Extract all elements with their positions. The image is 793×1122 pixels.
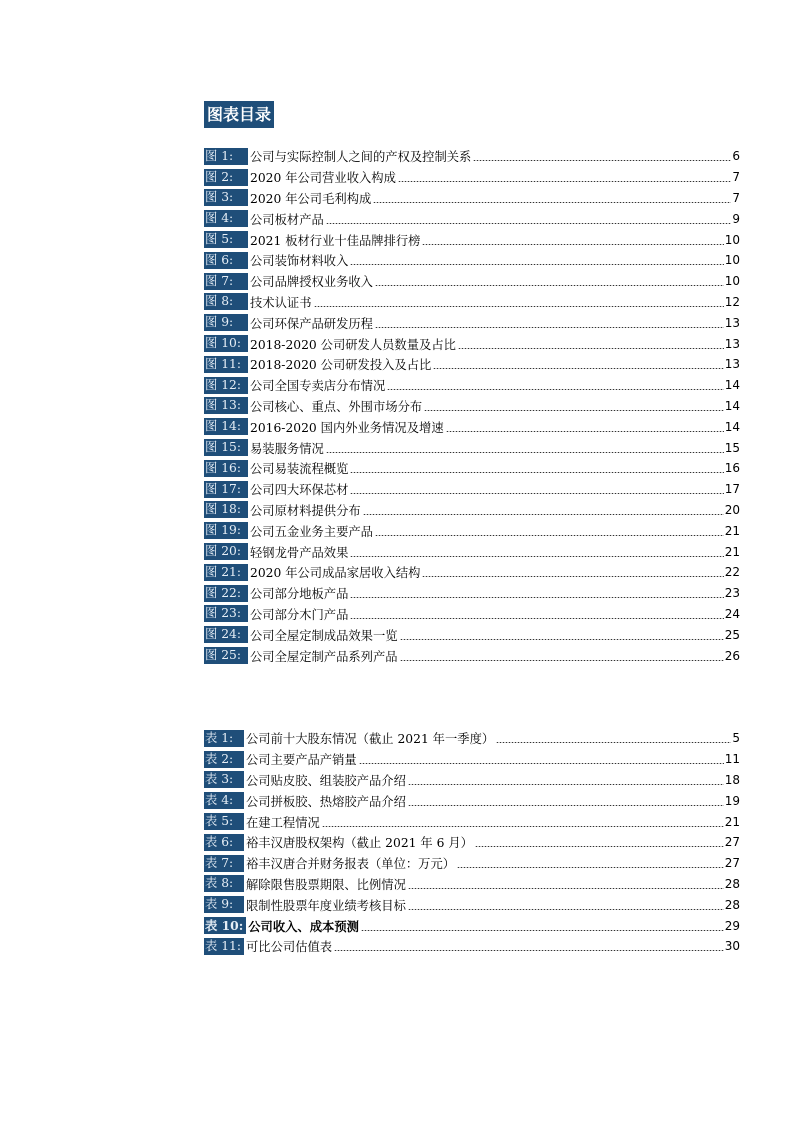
figure-entry-label: 图 25:	[204, 647, 248, 664]
figure-entry-label: 图 19:	[204, 522, 248, 539]
table-entry[interactable]	[204, 853, 740, 874]
table-entry[interactable]	[204, 832, 740, 853]
dot-leader	[496, 742, 731, 743]
table-entry-page: 18	[724, 772, 740, 787]
figure-entry-page: 10	[724, 274, 740, 289]
figure-entry-page: 14	[724, 419, 740, 434]
table-entry[interactable]	[204, 915, 740, 936]
dot-leader	[400, 639, 724, 640]
figure-entry-page: 13	[724, 336, 740, 351]
figure-entry-page: 7	[732, 170, 740, 185]
table-entry-title: 解除限售股票期限、比例情况	[246, 877, 406, 892]
table-entry-title: 公司收入、成本预测	[248, 918, 359, 934]
figure-entry-title: 公司与实际控制人之间的产权及控制关系	[250, 150, 472, 165]
figure-entry-title: 2020 年公司成品家居收入结构	[250, 566, 421, 581]
dot-leader	[433, 368, 723, 369]
table-entry-page: 28	[724, 876, 740, 891]
figure-entry-page: 6	[732, 149, 740, 164]
table-entry-title: 可比公司估值表	[246, 940, 333, 955]
table-entry[interactable]	[204, 936, 740, 957]
table-entry-title: 限制性股票年度业绩考核目标	[246, 898, 406, 913]
dot-leader	[350, 556, 723, 557]
figure-entry-title: 公司五金业务主要产品	[250, 524, 373, 539]
dot-leader	[400, 660, 724, 661]
figure-entry-label: 图 24:	[204, 626, 248, 643]
figure-entry-label: 图 4:	[204, 210, 248, 227]
figure-entry-title: 公司全国专卖店分布情况	[250, 379, 386, 394]
figure-entry-title: 2021 板材行业十佳品牌排行榜	[250, 233, 421, 248]
figure-entry-page: 24	[724, 606, 740, 621]
figure-entry-label: 图 18:	[204, 501, 248, 518]
table-entry[interactable]	[204, 811, 740, 832]
figure-entry-title: 公司装饰材料收入	[250, 254, 349, 269]
dot-leader	[422, 576, 723, 577]
figure-entry-label: 图 8:	[204, 293, 248, 310]
table-entry[interactable]	[204, 790, 740, 811]
dot-leader	[373, 202, 731, 203]
figure-entry-title: 2020 年公司毛利构成	[250, 191, 372, 206]
figure-entry-page: 23	[724, 586, 740, 601]
table-entry-page: 28	[724, 897, 740, 912]
figure-entry[interactable]	[204, 208, 740, 229]
figure-entry[interactable]	[204, 292, 740, 313]
dot-leader	[326, 223, 732, 224]
figure-entry-label: 图 16:	[204, 460, 248, 477]
table-entry-label: 表 5:	[204, 813, 244, 830]
figure-entry[interactable]	[204, 333, 740, 354]
figure-entry-page: 13	[724, 315, 740, 330]
figure-entry-page: 12	[724, 294, 740, 309]
dot-leader	[398, 181, 731, 182]
table-entry-page: 27	[724, 835, 740, 850]
figure-entry-page: 7	[732, 190, 740, 205]
figure-entry[interactable]	[204, 375, 740, 396]
table-entry-title: 裕丰汉唐股权架构（截止 2021 年 6 月）	[246, 836, 473, 851]
dot-leader	[458, 348, 724, 349]
dot-leader	[350, 264, 723, 265]
figure-entry-title: 公司全屋定制产品系列产品	[250, 649, 398, 664]
table-list	[204, 728, 740, 957]
figure-entry-page: 22	[724, 565, 740, 580]
table-entry-page: 27	[724, 856, 740, 871]
figure-entry[interactable]	[204, 458, 740, 479]
figure-entry-label: 图 21:	[204, 564, 248, 581]
dot-leader	[322, 826, 724, 827]
figure-entry[interactable]	[204, 354, 740, 375]
figure-entry[interactable]	[204, 604, 740, 625]
figure-entry-title: 技术认证书	[250, 295, 312, 310]
figure-entry-page: 10	[724, 253, 740, 268]
figure-entry-title: 2016-2020 国内外业务情况及增速	[250, 420, 444, 435]
figure-entry-page: 13	[724, 357, 740, 372]
figure-entry[interactable]	[204, 416, 740, 437]
table-entry-title: 裕丰汉唐合并财务报表（单位：万元）	[246, 857, 456, 872]
dot-leader	[475, 846, 724, 847]
figure-entry-page: 17	[724, 482, 740, 497]
figure-entry-label: 图 7:	[204, 273, 248, 290]
figure-entry[interactable]	[204, 271, 740, 292]
dot-leader	[334, 950, 724, 951]
dot-leader	[350, 618, 723, 619]
figure-entry[interactable]	[204, 188, 740, 209]
figure-entry-page: 21	[724, 523, 740, 538]
figure-entry[interactable]	[204, 167, 740, 188]
dot-leader	[408, 888, 724, 889]
dot-leader	[473, 160, 731, 161]
dot-leader	[350, 493, 723, 494]
figure-entry-label: 图 13:	[204, 397, 248, 414]
table-entry-label: 表 7:	[204, 855, 244, 872]
figure-entry-title: 公司全屋定制成品效果一览	[250, 628, 398, 643]
figure-entry[interactable]	[204, 562, 740, 583]
figure-entry[interactable]	[204, 312, 740, 333]
figure-entry-label: 图 11:	[204, 356, 248, 373]
dot-leader	[422, 244, 723, 245]
dot-leader	[408, 805, 724, 806]
dot-leader	[387, 389, 723, 390]
dot-leader	[408, 909, 724, 910]
figure-entry-title: 轻钢龙骨产品效果	[250, 545, 349, 560]
table-entry-label: 表 3:	[204, 771, 244, 788]
figure-entry-title: 公司部分地板产品	[250, 587, 349, 602]
figure-entry-title: 公司原材料提供分布	[250, 503, 361, 518]
table-entry-page: 29	[724, 918, 740, 933]
table-entry-label: 表 1:	[204, 730, 244, 747]
table-entry[interactable]	[204, 749, 740, 770]
figure-entry-title: 公司部分木门产品	[250, 607, 349, 622]
figure-entry-title: 2020 年公司营业收入构成	[250, 171, 396, 186]
figure-entry[interactable]	[204, 583, 740, 604]
table-entry[interactable]	[204, 874, 740, 895]
figure-entry-label: 图 14:	[204, 418, 248, 435]
table-entry[interactable]	[204, 894, 740, 915]
figure-entry-page: 14	[724, 378, 740, 393]
dot-leader	[457, 867, 724, 868]
figure-entry-label: 图 17:	[204, 481, 248, 498]
figure-entry-label: 图 10:	[204, 335, 248, 352]
figure-entry-label: 图 3:	[204, 189, 248, 206]
table-entry[interactable]	[204, 728, 740, 749]
figure-entry[interactable]	[204, 645, 740, 666]
figure-entry-label: 图 20:	[204, 543, 248, 560]
figure-entry[interactable]	[204, 520, 740, 541]
figure-entry-page: 14	[724, 398, 740, 413]
table-entry-page: 21	[724, 814, 740, 829]
figure-entry-page: 20	[724, 502, 740, 517]
dot-leader	[359, 763, 724, 764]
figure-entry-page: 25	[724, 627, 740, 642]
dot-leader	[350, 597, 723, 598]
figure-entry-label: 图 15:	[204, 439, 248, 456]
table-entry[interactable]	[204, 770, 740, 791]
figure-entry-title: 公司品牌授权业务收入	[250, 275, 373, 290]
dot-leader	[375, 285, 724, 286]
dot-leader	[363, 514, 724, 515]
table-entry-label: 表 11:	[204, 938, 244, 955]
table-entry-label: 表 6:	[204, 834, 244, 851]
dot-leader	[408, 784, 724, 785]
figure-entry-title: 公司易装流程概览	[250, 462, 349, 477]
dot-leader	[375, 327, 724, 328]
table-entry-label: 表 8:	[204, 875, 244, 892]
figure-entry[interactable]	[204, 229, 740, 250]
table-entry-title: 公司主要产品产销量	[246, 753, 357, 768]
figure-entry-label: 图 9:	[204, 314, 248, 331]
dot-leader	[326, 452, 724, 453]
figure-entry-title: 公司四大环保芯材	[250, 483, 349, 498]
table-entry-label: 表 2:	[204, 751, 244, 768]
figure-entry-title: 易装服务情况	[250, 441, 324, 456]
dot-leader	[375, 535, 724, 536]
figure-entry[interactable]	[204, 541, 740, 562]
figure-entry-title: 公司环保产品研发历程	[250, 316, 373, 331]
table-entry-label: 表 9:	[204, 896, 244, 913]
figure-entry-title: 2018-2020 公司研发人员数量及占比	[250, 337, 456, 352]
figure-entry-title: 公司板材产品	[250, 212, 324, 227]
dot-leader	[361, 930, 724, 931]
figure-entry-page: 16	[724, 461, 740, 476]
dot-leader	[446, 431, 724, 432]
dot-leader	[424, 410, 724, 411]
figure-entry-page: 9	[732, 211, 740, 226]
figure-entry-label: 图 23:	[204, 605, 248, 622]
figure-entry[interactable]	[204, 396, 740, 417]
table-entry-title: 公司拼板胶、热熔胶产品介绍	[246, 794, 406, 809]
figure-entry-page: 26	[724, 648, 740, 663]
table-entry-title: 公司贴皮胶、组装胶产品介绍	[246, 773, 406, 788]
figure-entry-page: 21	[724, 544, 740, 559]
figure-entry-title: 公司核心、重点、外围市场分布	[250, 399, 423, 414]
figure-entry[interactable]	[204, 624, 740, 645]
figure-entry[interactable]	[204, 146, 740, 167]
figure-list	[204, 146, 740, 666]
table-entry-title: 在建工程情况	[246, 815, 320, 830]
figure-entry-label: 图 6:	[204, 252, 248, 269]
figure-entry[interactable]	[204, 479, 740, 500]
figure-entry-title: 2018-2020 公司研发投入及占比	[250, 358, 432, 373]
table-entry-page: 30	[724, 939, 740, 954]
dot-leader	[350, 472, 723, 473]
table-entry-label: 表 4:	[204, 792, 244, 809]
figure-entry-page: 10	[724, 232, 740, 247]
table-entry-label: 表 10:	[204, 917, 246, 934]
figure-entry-label: 图 2:	[204, 169, 248, 186]
table-entry-page: 5	[732, 731, 740, 746]
figure-entry[interactable]	[204, 500, 740, 521]
table-entry-page: 11	[724, 752, 740, 767]
figure-entry[interactable]	[204, 250, 740, 271]
figure-entry-label: 图 22:	[204, 585, 248, 602]
figure-entry-page: 15	[724, 440, 740, 455]
table-entry-page: 19	[724, 793, 740, 808]
toc-title: 图表目录	[204, 101, 274, 128]
dot-leader	[314, 306, 724, 307]
figure-entry-label: 图 5:	[204, 231, 248, 248]
table-entry-title: 公司前十大股东情况（截止 2021 年一季度）	[246, 732, 495, 747]
figure-entry-label: 图 1:	[204, 148, 248, 165]
figure-entry[interactable]	[204, 437, 740, 458]
figure-entry-label: 图 12:	[204, 377, 248, 394]
